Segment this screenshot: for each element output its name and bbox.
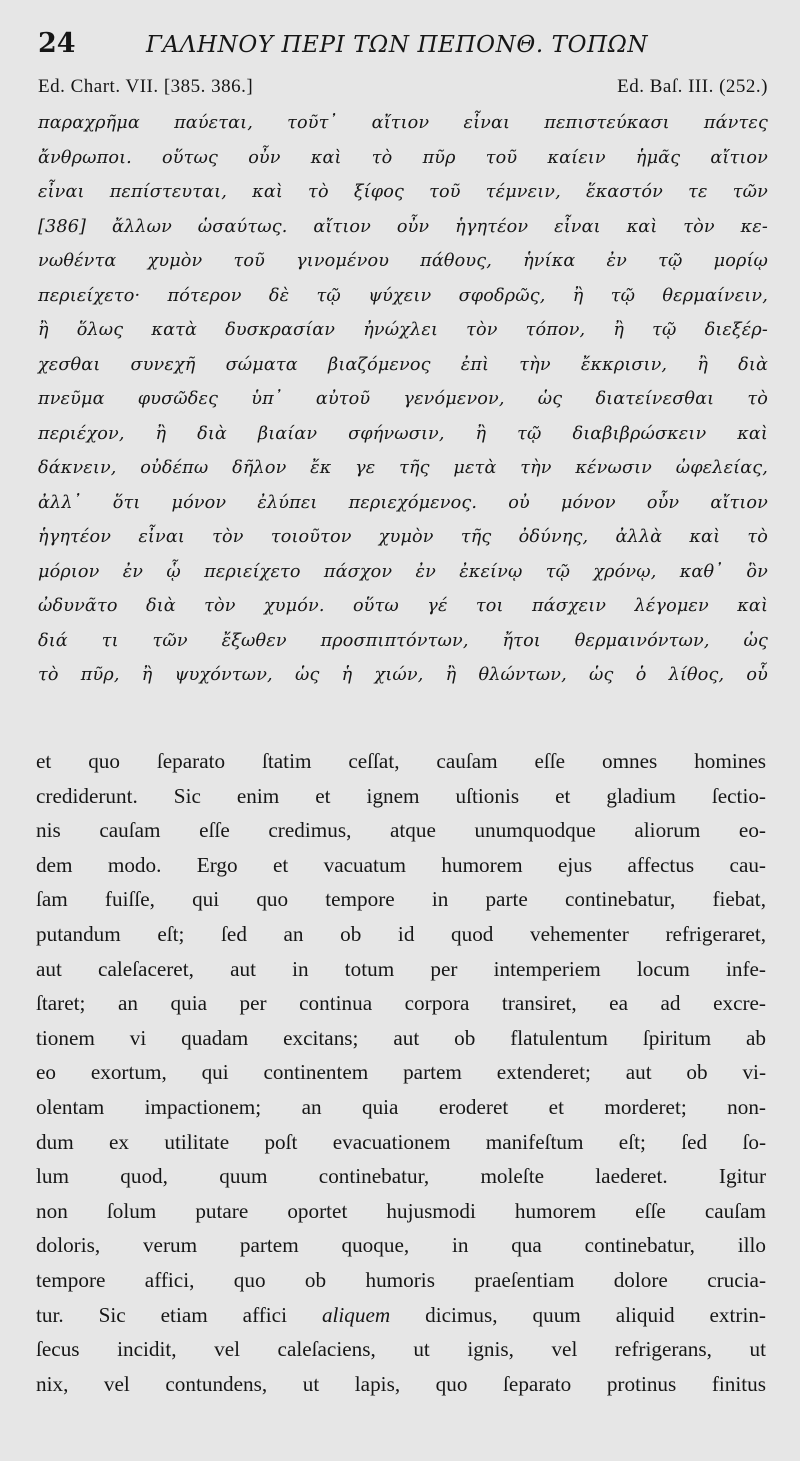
greek-text-line: παραχρῆμα παύεται, τοῦτ᾽ αἴτιον εἶναι πεπιστεύκασι πάντες — [38, 113, 768, 133]
greek-text-line: ἀλλ᾽ ὅτι μόνον ἐλύπει περιεχόμενος. οὐ μόνον οὖν αἴτιον — [38, 492, 768, 513]
latin-text-line: dem modo. Ergo et vacuatum humorem ejus affectus cau- — [36, 852, 766, 877]
greek-text-line: χεσθαι συνεχῆ σώματα βιαζόμενος ἐπὶ τὴν ἔκκρισιν, ἢ διὰ — [38, 354, 768, 375]
greek-text-line: τὸ πῦρ, ἢ ψυχόντων, ὡς ἡ χιών, ἢ θλώντων, ὡς ὁ λίθος, οὗ — [38, 665, 768, 685]
greek-text-line: ἄνθρωποι. οὕτως οὖν καὶ τὸ πῦρ τοῦ καίειν ἡμᾶς αἴτιον — [38, 147, 768, 168]
greek-text-line: ἡγητέον εἶναι τὸν τοιοῦτον χυμὸν τῆς ὀδύνης, ἀλλὰ καὶ τὸ — [38, 527, 768, 547]
running-title: ΓΑΛΗΝΟΥ ΠΕΡΙ ΤΩΝ ΠΕΠΟΝΘ. ΤΟΠΩΝ — [146, 32, 649, 58]
latin-text-line: doloris, verum partem quoque, in qua continebatur, illo — [36, 1233, 766, 1258]
latin-text-line: tur. Sic etiam affici aliquem dicimus, quum aliquid extrin- — [36, 1302, 766, 1327]
edition-basel-reference: Ed. Baſ. III. (252.) — [617, 76, 768, 97]
latin-text-line: lum quod, quum continebatur, moleſte laederet. Igitur — [36, 1164, 766, 1189]
page-number: 24 — [38, 28, 76, 59]
edition-chartier-reference: Ed. Chart. VII. [385. 386.] — [38, 76, 254, 97]
latin-text-line: tionem vi quadam excitans; aut ob flatulentum ſpiritum ab — [36, 1025, 766, 1050]
greek-text-block — [38, 106, 768, 693]
greek-text-line: μόριον ἐν ᾧ περιείχετο πάσχον ἐν ἐκείνῳ τῷ χρόνῳ, καθ᾽ ὃν — [38, 561, 768, 582]
greek-text-line: περιέχον, ἢ διὰ βιαίαν σφήνωσιν, ἢ τῷ διαβιβρώσκειν καὶ — [38, 423, 768, 444]
latin-text-block — [36, 744, 766, 1401]
latin-text-line: dum ex utilitate poſt evacuationem manifeſtum eſt; ſed ſo- — [36, 1129, 766, 1154]
latin-text-line: aut caleſaceret, aut in totum per intemperiem locum infe- — [36, 956, 766, 981]
latin-text-line: tempore affici, quo ob humoris praeſentiam dolore crucia- — [36, 1267, 766, 1292]
latin-text-line: olentam impactionem; an quia eroderet et morderet; non- — [36, 1094, 766, 1119]
latin-text-line: putandum eſt; ſed an ob id quod vehementer refrigeraret, — [36, 921, 766, 946]
greek-text-line: δάκνειν, οὐδέπω δῆλον ἔκ γε τῆς μετὰ τὴν κένωσιν ὠφελείας, — [38, 458, 768, 478]
greek-text-line: ἢ ὅλως κατὰ δυσκρασίαν ἠνώχλει τὸν τόπον, ἢ τῷ διεξέρ- — [38, 320, 768, 340]
greek-text-line: περιείχετο· πότερον δὲ τῷ ψύχειν σφοδρῶς, ἢ τῷ θερμαίνειν, — [38, 285, 768, 306]
latin-text-line: ſecus incidit, vel caleſaciens, ut ignis, vel refrigerans, ut — [36, 1337, 766, 1362]
latin-text-line: crediderunt. Sic enim et ignem uſtionis et gladium ſectio- — [36, 783, 766, 808]
edition-reference-line — [38, 76, 768, 104]
greek-text-line: [386] ἄλλων ὡσαύτως. αἴτιον οὖν ἡγητέον εἶναι καὶ τὸν κε- — [38, 216, 768, 237]
latin-text-line: nis cauſam eſſe credimus, atque unumquodque aliorum eo- — [36, 818, 766, 843]
greek-text-line: νωθέντα χυμὸν τοῦ γινομένου πάθους, ἡνίκα ἐν τῷ μορίῳ — [38, 251, 768, 271]
latin-text-line: ſam fuiſſe, qui quo tempore in parte continebatur, fiebat, — [36, 887, 766, 912]
latin-text-line: non ſolum putare oportet hujusmodi humorem eſſe cauſam — [36, 1198, 766, 1223]
emphasized-word: aliquem — [321, 1302, 391, 1327]
greek-text-line: εἶναι πεπίστευται, καὶ τὸ ξίφος τοῦ τέμνειν, ἕκαστόν τε τῶν — [38, 182, 768, 202]
latin-text-line: eo exortum, qui continentem partem extenderet; aut ob vi- — [36, 1060, 766, 1085]
latin-text-line: nix, vel contundens, ut lapis, quo ſeparato protinus finitus — [36, 1371, 766, 1396]
latin-text-line: ſtaret; an quia per continua corpora transiret, ea ad excre- — [36, 991, 766, 1016]
page-header — [38, 28, 768, 64]
greek-text-line: ὠδυνᾶτο διὰ τὸν χυμόν. οὕτω γέ τοι πάσχειν λέγομεν καὶ — [38, 596, 768, 616]
greek-text-line: διά τι τῶν ἔξωθεν προσπιπτόντων, ἤτοι θερμαινόντων, ὡς — [38, 630, 768, 651]
latin-text-line: et quo ſeparato ſtatim ceſſat, cauſam eſſe omnes homines — [36, 749, 766, 773]
greek-text-line: πνεῦμα φυσῶδες ὑπ᾽ αὐτοῦ γενόμενον, ὡς διατείνεσθαι τὸ — [38, 389, 768, 409]
